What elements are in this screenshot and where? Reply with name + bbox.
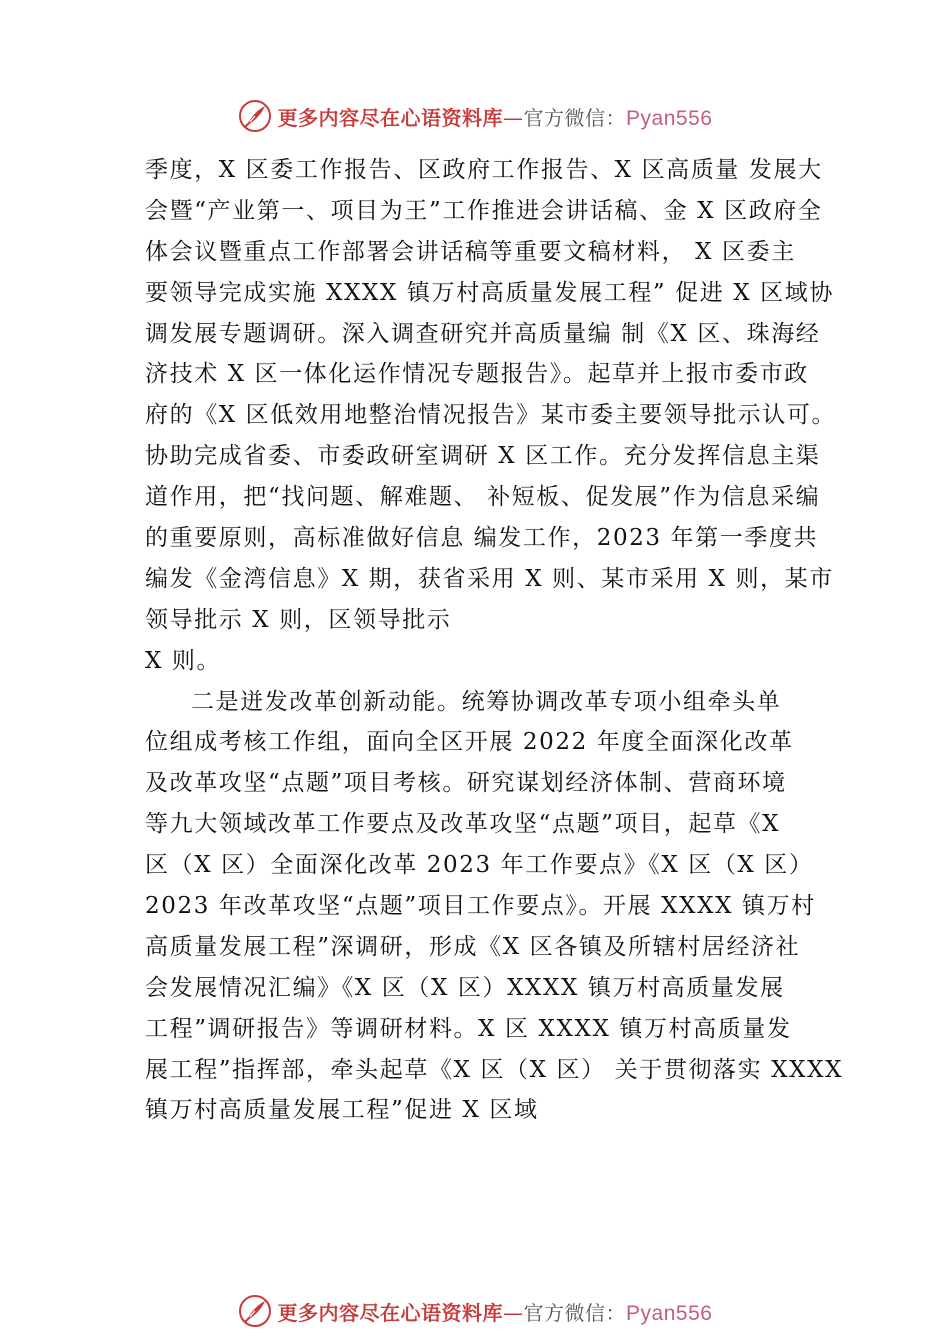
- body-line: 调发展专题调研。深入调查研究并高质量编 制《X 区、珠海经: [145, 320, 821, 347]
- banner-official-label: 官方微信：: [523, 105, 627, 130]
- body-line: 会暨“产业第一、项目为王”工作推进会讲话稿、金 X 区政府全: [145, 197, 823, 224]
- body-line: 会发展情况汇编》《X 区（X 区）XXXX 镇万村高质量发展: [145, 974, 785, 1001]
- footer-banner: [0, 1291, 950, 1331]
- header-banner: [0, 96, 950, 136]
- body-line: 高质量发展工程”深调研，形成《X 区各镇及所辖村居经济社: [145, 933, 801, 960]
- body-line: 要领导完成实施 XXXX 镇万村高质量发展工程” 促进 X 区域协: [145, 279, 834, 306]
- body-line: 2023 年改革攻坚“点题”项目工作要点》。开展 XXXX 镇万村: [145, 893, 816, 920]
- body-line: 区（X 区）全面深化改革 2023 年工作要点》《X 区（X 区）: [145, 852, 814, 879]
- banner-wechat-id: Pyan556: [626, 106, 713, 130]
- document-body: [145, 150, 845, 1131]
- body-line: 及改革攻坚“点题”项目考核。研究谋划经济体制、营商环境: [145, 770, 787, 797]
- body-line: X 则。: [145, 647, 222, 674]
- body-line: 府的《X 区低效用地整治情况报告》某市委主要领导批示认可。: [145, 402, 837, 429]
- body-line: 济技术 X 区一体化运作情况专题报告》。起草并上报市委市政: [145, 361, 809, 388]
- banner-promo-text: 更多内容尽在心语资料库: [277, 105, 504, 130]
- banner-wechat-id: Pyan556: [626, 1301, 713, 1325]
- body-line: 工程”调研报告》等调研材料。X 区 XXXX 镇万村高质量发: [145, 1015, 792, 1042]
- paragraph-start-line: 二是迸发改革创新动能。统筹协调改革专项小组牵头单: [191, 688, 782, 715]
- body-line: 领导批示 X 则，区领导批示: [145, 606, 452, 633]
- body-line: 的重要原则，高标准做好信息 编发工作，2023 年第一季度共: [145, 525, 819, 552]
- body-line: 编发《金湾信息》X 期，获省采用 X 则、某市采用 X 则，某市: [145, 565, 834, 592]
- body-line: 镇万村高质量发展工程”促进 X 区域: [145, 1097, 539, 1124]
- banner-text: [278, 102, 713, 131]
- banner-text: [278, 1297, 713, 1326]
- body-line: 协助完成省委、市委政研室调研 X 区工作。充分发挥信息主渠: [145, 443, 821, 470]
- banner-promo-text: 更多内容尽在心语资料库: [277, 1300, 504, 1325]
- body-line: 季度，X 区委工作报告、区政府工作报告、X 区高质量 发展大: [145, 157, 823, 183]
- body-line: 展工程”指挥部，牵头起草《X 区（X 区） 关于贯彻落实 XXXX: [145, 1056, 844, 1083]
- feather-pen-seal-icon: [238, 1294, 272, 1328]
- body-line: 位组成考核工作组，面向全区开展 2022 年度全面深化改革: [145, 729, 794, 756]
- banner-separator: —: [503, 105, 524, 130]
- banner-separator: —: [503, 1300, 524, 1325]
- feather-pen-seal-icon: [238, 99, 272, 133]
- body-line: 道作用，把“找问题、解难题、 补短板、促发展”作为信息采编: [145, 484, 821, 511]
- banner-official-label: 官方微信：: [523, 1300, 627, 1325]
- body-line: 体会议暨重点工作部署会讲话稿等重要文稿材料， X 区委主: [145, 238, 796, 265]
- body-line: 等九大领域改革工作要点及改革攻坚“点题”项目，起草《X: [145, 811, 781, 838]
